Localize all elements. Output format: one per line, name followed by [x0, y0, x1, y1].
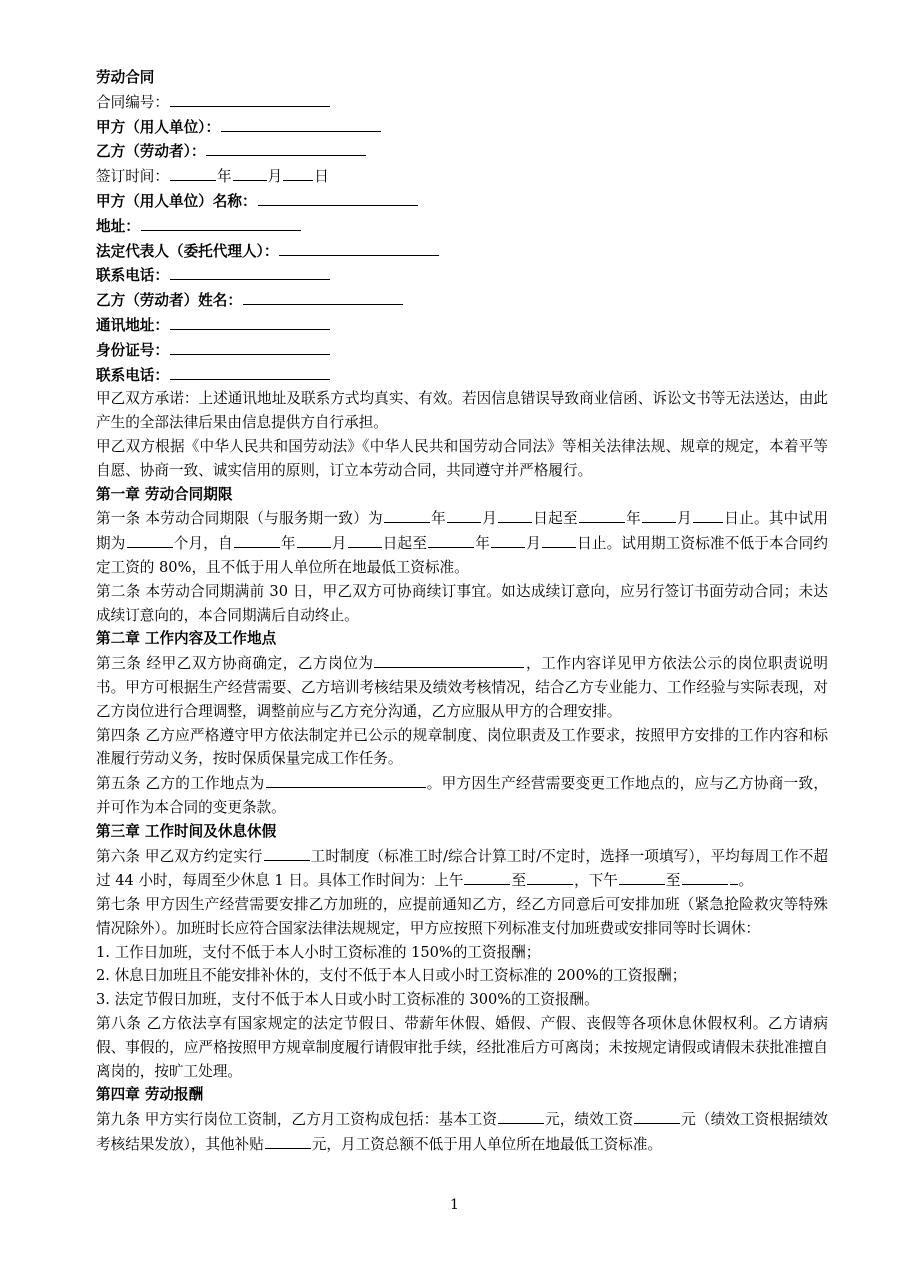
probation-start-year-label: 年 — [280, 535, 296, 553]
probation-start-month-label: 月 — [331, 535, 347, 553]
party-a-name-blank[interactable] — [258, 189, 418, 206]
id-number-line — [96, 338, 828, 363]
article-1 — [96, 506, 828, 579]
article-3-text: 第三条 经甲乙双方协商确定，乙方岗位为 — [96, 655, 374, 673]
term-end-label: 日止。其中试用期为 — [96, 510, 828, 553]
probation-start-year-blank[interactable] — [234, 531, 280, 548]
phone-a-line — [96, 263, 828, 288]
party-b-line — [96, 139, 828, 164]
article-5 — [96, 771, 828, 820]
probation-start-month-blank[interactable] — [297, 531, 331, 548]
mail-address-line — [96, 313, 828, 338]
article-6-end: 。 — [738, 872, 754, 890]
pm-to-label: 至 — [665, 872, 681, 890]
allowance-blank[interactable] — [265, 1132, 311, 1149]
probation-end-label: 日止。试用期工资标准不低于本合同约定工资的 80%，且不低于用人单位所在地最低工资标准。 — [96, 535, 828, 576]
party-b-blank[interactable] — [206, 139, 366, 156]
article-5-text-cont: 。甲方因生产经营需要变更工作地点的，应与乙方协商一致，并可作为本合同的变更条款。 — [96, 775, 828, 816]
page-number: 1 — [450, 1197, 459, 1213]
term-end-month-label: 月 — [676, 510, 693, 528]
performance-note: 元（绩效工资根据绩效考核结果发放），其他补贴 — [96, 1111, 828, 1154]
phone-b-label: 联系电话： — [96, 366, 169, 384]
party-a-blank[interactable] — [221, 115, 381, 132]
article-8: 第八条 乙方依法享有国家规定的法定节假日、带薪年休假、婚假、产假、丧假等各项休息休假权利。乙方请病假、事假的，应严格按照甲方规章制度履行请假审批手续，经批准后方可离岗；未按规定请假或请假未获批准擅自离岗的，按旷工处理。 — [96, 1015, 828, 1080]
term-end-year-blank[interactable] — [579, 506, 625, 523]
party-b-label: 乙方（劳动者）： — [96, 143, 206, 161]
address-line — [96, 214, 828, 239]
article-6-text-cont: 工时制度（标准工时/综合计算工时/不定时，选择一项填写），平均每周工作不超过 44 小时，每周至少休息 1 日。具体工作时间为：上午 — [96, 847, 829, 890]
party-b-name-line — [96, 288, 828, 313]
chapter-3-heading: 第三章 工作时间及休息休假 — [96, 822, 277, 840]
probation-end-month-label: 月 — [526, 535, 541, 553]
chapter-1-heading: 第一章 劳动合同期限 — [96, 485, 233, 503]
contract-number-label: 合同编号： — [96, 93, 169, 111]
article-3 — [96, 651, 828, 723]
term-start-year-label: 年 — [430, 510, 446, 528]
article-1-text: 第一条 本劳动合同期限（与服务期一致）为 — [96, 510, 383, 528]
working-hours-system-blank[interactable] — [264, 844, 310, 861]
article-6 — [96, 844, 828, 894]
id-number-label: 身份证号： — [96, 341, 169, 359]
am-end-blank[interactable] — [527, 868, 573, 885]
probation-months-blank[interactable] — [127, 531, 173, 548]
sign-month-label: 月 — [267, 168, 283, 186]
am-to-label: 至 — [511, 872, 527, 890]
term-end-day-blank[interactable] — [693, 506, 723, 523]
mail-address-label: 通讯地址： — [96, 316, 169, 334]
probation-end-year-label: 年 — [475, 535, 491, 553]
term-start-label: 日起至 — [533, 510, 578, 528]
phone-b-blank[interactable] — [170, 363, 330, 380]
work-location-blank[interactable] — [266, 771, 426, 788]
pm-label: ，下午 — [574, 872, 618, 890]
term-start-year-blank[interactable] — [384, 506, 430, 523]
performance-salary-blank[interactable] — [634, 1107, 680, 1124]
address-label: 地址： — [96, 217, 140, 235]
party-a-line — [96, 115, 828, 140]
probation-end-month-blank[interactable] — [491, 531, 525, 548]
phone-b-line — [96, 363, 828, 388]
position-blank[interactable] — [374, 651, 524, 668]
term-start-day-blank[interactable] — [498, 506, 532, 523]
probation-months-label: 个月，自 — [173, 535, 233, 553]
article-4: 第四条 乙方应严格遵守甲方依法制定并已公示的规章制度、岗位职责及工作要求，按照甲方安排的工作内容和标准履行劳动义务，按时保质保量完成工作任务。 — [96, 726, 828, 768]
sign-date-label: 签订时间： — [96, 168, 169, 186]
article-9-text: 第九条 甲方实行岗位工资制，乙方月工资构成包括：基本工资 — [96, 1111, 498, 1129]
pm-end-blank[interactable] — [682, 868, 728, 885]
term-end-year-label: 年 — [625, 510, 641, 528]
sign-month-blank[interactable] — [233, 164, 267, 181]
term-end-month-blank[interactable] — [642, 506, 676, 523]
base-salary-blank[interactable] — [498, 1107, 544, 1124]
sign-day-blank[interactable] — [283, 164, 313, 181]
performance-salary-label: 元，绩效工资 — [545, 1111, 634, 1129]
probation-start-label: 日起至 — [382, 535, 428, 553]
preamble-commitment: 甲乙双方承诺：上述通讯地址及联系方式均真实、有效。若因信息错误导致商业信函、诉讼文书等无法送达，由此产生的全部法律后果由信息提供方自行承担。 — [96, 390, 828, 432]
article-9 — [96, 1107, 828, 1157]
address-blank[interactable] — [141, 214, 301, 231]
article-6-text: 第六条 甲乙双方约定实行 — [96, 847, 263, 865]
article-5-text: 第五条 乙方的工作地点为 — [96, 775, 265, 793]
overtime-item-3: 3. 法定节假日加班，支付不低于本人日或小时工资标准的 300%的工资报酬。 — [96, 991, 599, 1009]
probation-end-year-blank[interactable] — [428, 531, 474, 548]
sign-date-line — [96, 164, 828, 189]
chapter-4-heading: 第四章 劳动报酬 — [96, 1086, 204, 1104]
party-a-label: 甲方（用人单位）： — [96, 118, 221, 136]
term-start-month-label: 月 — [481, 510, 498, 528]
article-9-end: 元，月工资总额不低于用人单位所在地最低工资标准。 — [311, 1136, 663, 1154]
phone-a-blank[interactable] — [170, 263, 330, 280]
phone-a-label: 联系电话： — [96, 267, 169, 285]
document-title: 劳动合同 — [96, 69, 155, 86]
overtime-item-2: 2. 休息日加班且不能安排补休的，支付不低于本人日或小时工资标准的 200%的工资报酬； — [96, 967, 687, 985]
article-2: 第二条 本劳动合同期满前 30 日，甲乙双方可协商续订事宜。如达成续订意向，应另行签订书面劳动合同；未达成续订意向的，本合同期满后自动终止。 — [96, 582, 828, 624]
probation-start-day-blank[interactable] — [348, 531, 382, 548]
sign-year-blank[interactable] — [170, 164, 216, 181]
sign-year-label: 年 — [216, 168, 232, 186]
overtime-item-1: 1. 工作日加班，支付不低于本人小时工资标准的 150%的工资报酬； — [96, 943, 541, 961]
pm-start-blank[interactable] — [619, 868, 665, 885]
probation-end-day-blank[interactable] — [542, 531, 576, 548]
term-start-month-blank[interactable] — [447, 506, 481, 523]
id-number-blank[interactable] — [170, 338, 330, 355]
mail-address-blank[interactable] — [170, 313, 330, 330]
sign-day-label: 日 — [314, 168, 329, 186]
legal-rep-label: 法定代表人（委托代理人）： — [96, 242, 279, 260]
party-a-name-label: 甲方（用人单位）名称： — [96, 192, 257, 210]
am-start-blank[interactable] — [464, 868, 510, 885]
pm-end-blank-wrap[interactable] — [730, 868, 738, 885]
article-7: 第七条 甲方因生产经营需要安排乙方加班的，应提前通知乙方，经乙方同意后可安排加班（紧急抢险救灾等特殊情况除外）。加班时长应符合国家法律法规规定，甲方应按照下列标准支付加班费或安排同等时长调休： — [96, 896, 828, 937]
article-3-text-cont: ，工作内容详见甲方依法公示的岗位职责说明书。甲方可根据生产经营需要、乙方培训考核结果及绩效考核情况，结合乙方专业能力、工作经验与实际表现，对乙方岗位进行合理调整，调整前应与乙方充分沟通，乙方应服从甲方的合理安排。 — [96, 655, 828, 720]
chapter-2-heading: 第二章 工作内容及工作地点 — [96, 630, 277, 648]
contract-body — [96, 66, 828, 1157]
legal-rep-blank[interactable] — [279, 239, 439, 256]
contract-number-line — [96, 90, 828, 115]
contract-number-blank[interactable] — [170, 90, 330, 107]
party-a-name-line — [96, 189, 828, 214]
party-b-name-label: 乙方（劳动者）姓名： — [96, 292, 242, 310]
legal-rep-line — [96, 239, 828, 264]
party-b-name-blank[interactable] — [243, 288, 403, 305]
preamble-basis: 甲乙双方根据《中华人民共和国劳动法》《中华人民共和国劳动合同法》等相关法律法规、规章的规定，本着平等自愿、协商一致、诚实信用的原则，订立本劳动合同，共同遵守并严格履行。 — [96, 437, 828, 479]
